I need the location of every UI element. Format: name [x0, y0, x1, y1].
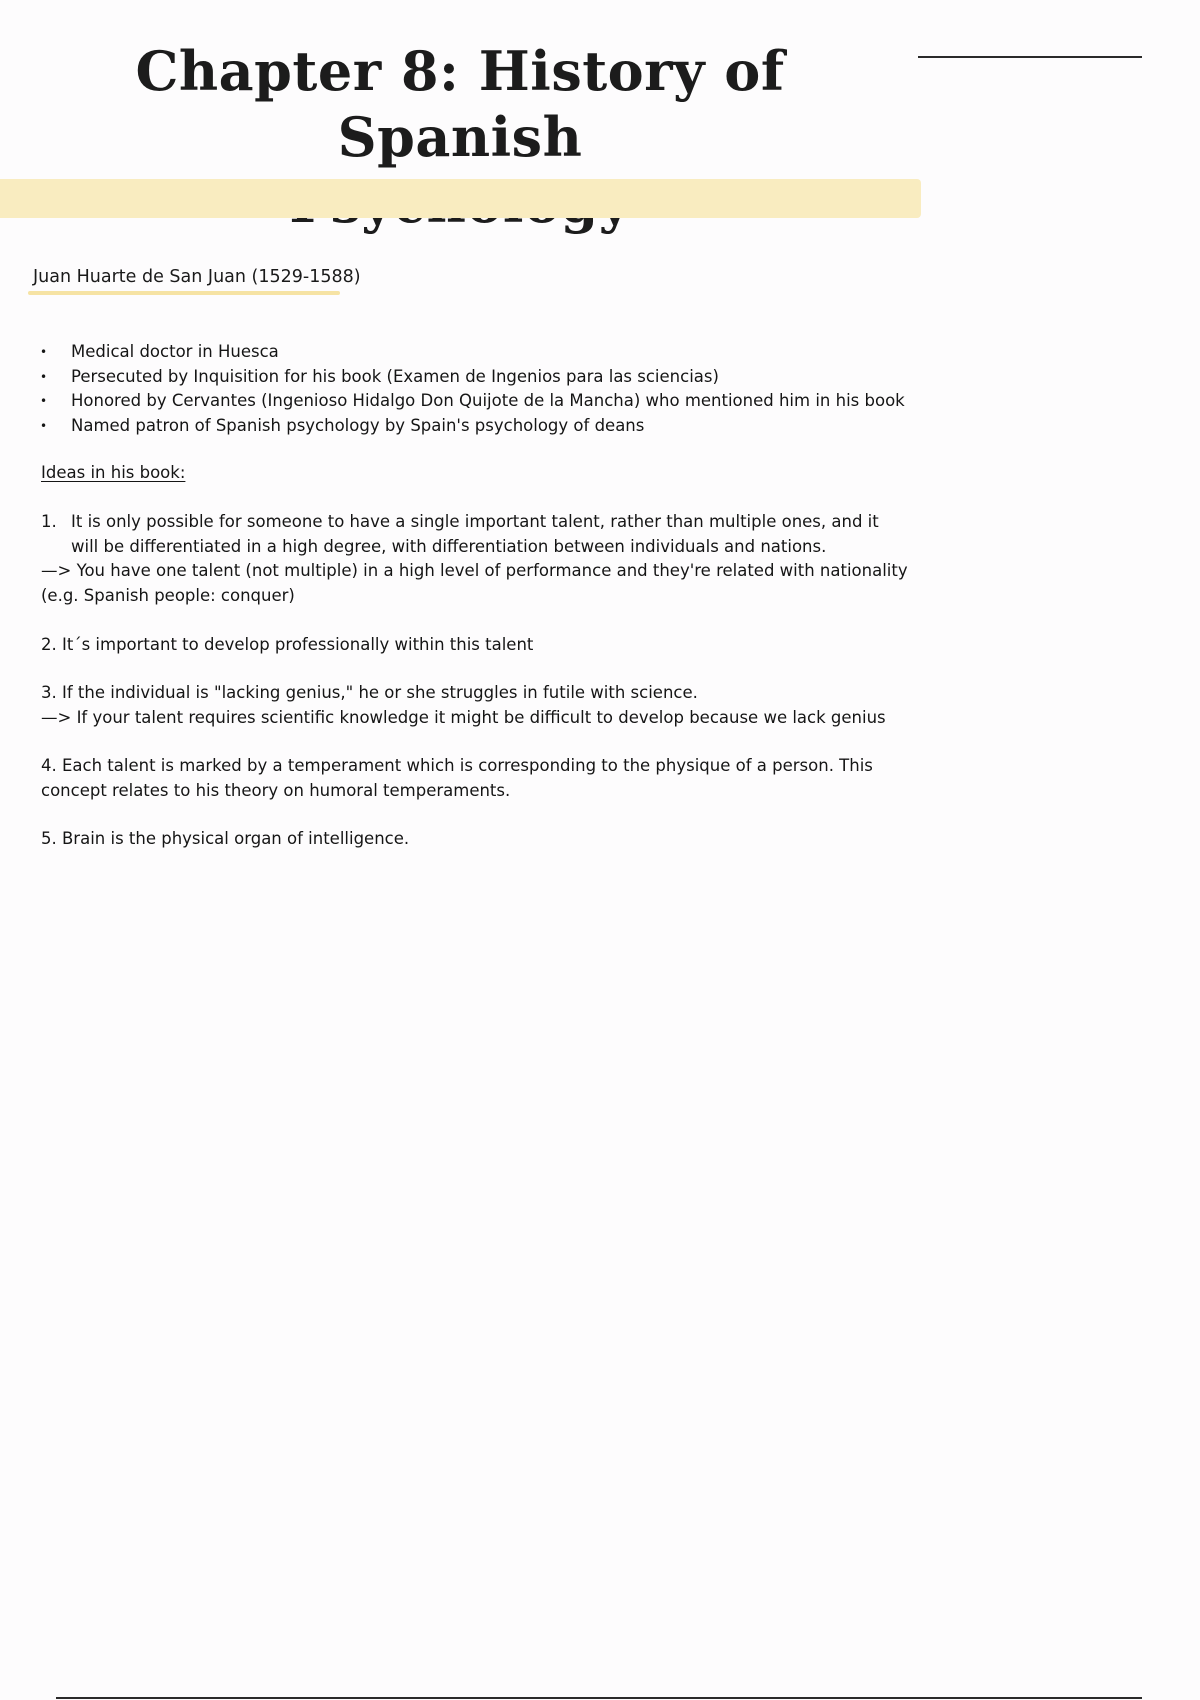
idea-1-note-1: —> You have one talent (not multiple) in a high level of performance and they're related with nationality: [41, 561, 908, 580]
top-right-rule: [918, 56, 1142, 58]
bullet-item: • Named patron of Spanish psychology by Spain's psychology of deans: [40, 414, 905, 439]
idea-1-line-1: It is only possible for someone to have a single important talent, rather than multiple ones, and it: [71, 512, 879, 531]
idea-4-line-1: 4. Each talent is marked by a temperament which is corresponding to the physique of a person. This: [41, 756, 873, 775]
section-title: Juan Huarte de San Juan (1529-1588): [33, 267, 361, 287]
idea-2: 2. It´s important to develop professionally within this talent: [41, 635, 534, 654]
bullet-list: [40, 340, 905, 438]
ideas-heading: Ideas in his book:: [41, 463, 186, 482]
idea-3-note: —> If your talent requires scientific knowledge it might be difficult to develop because we lack genius: [41, 707, 886, 727]
title-highlight-band: [0, 179, 921, 218]
bullet-item: • Honored by Cervantes (Ingenioso Hidalgo Don Quijote de la Mancha) who mentioned him in his book: [40, 389, 905, 414]
idea-3-line-1: 3. If the individual is "lacking genius," he or she struggles in futile with science.: [41, 683, 698, 702]
idea-1: [41, 510, 908, 608]
page-title-line-1: Chapter 8: History of Spanish: [135, 39, 785, 169]
idea-4-line-2: concept relates to his theory on humoral temperaments.: [41, 780, 511, 800]
bullet-item: • Persecuted by Inquisition for his book (Examen de Ingenios para las sciencias): [40, 365, 905, 390]
bullet-item: • Medical doctor in Huesca: [40, 340, 905, 365]
idea-5: 5. Brain is the physical organ of intelligence.: [41, 829, 410, 848]
idea-4: [41, 754, 873, 803]
idea-1-line-2: will be differentiated in a high degree, with differentiation between individuals and nations.: [71, 536, 827, 556]
idea-1-number: 1.: [41, 512, 57, 531]
bottom-rule: [56, 1697, 1142, 1699]
idea-1-note-2: (e.g. Spanish people: conquer): [41, 585, 295, 605]
idea-3: [41, 681, 886, 730]
section-title-underline: [28, 291, 340, 295]
